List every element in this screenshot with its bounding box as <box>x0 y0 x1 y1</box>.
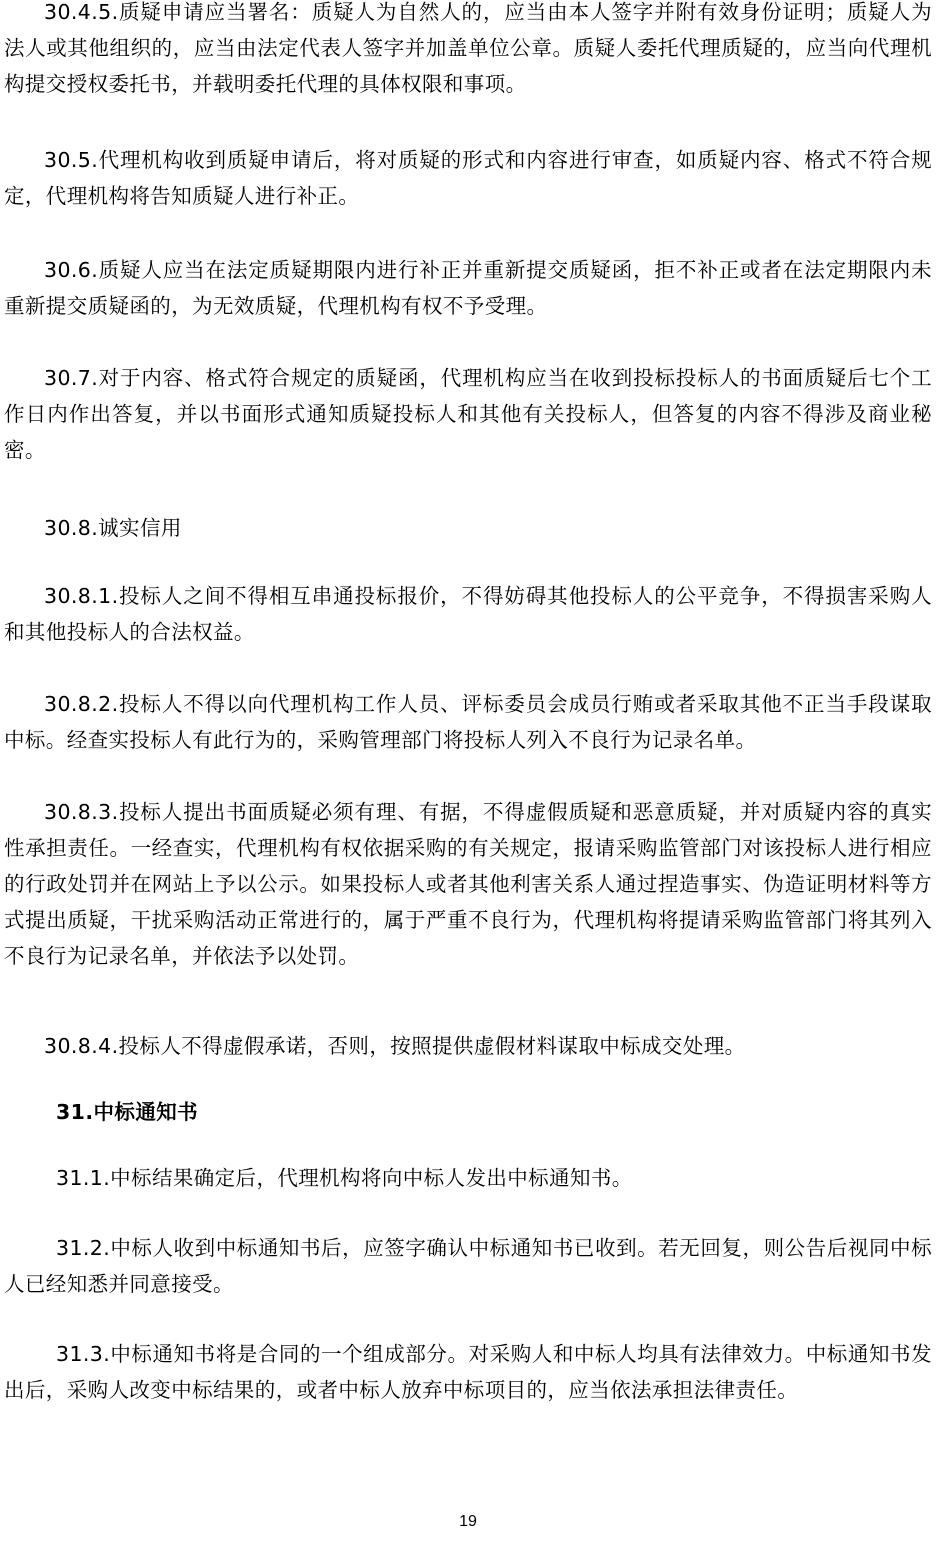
paragraph-30-7 <box>4 360 932 468</box>
paragraph-text: 31.3.中标通知书将是合同的一个组成部分。对采购人和中标人均具有法律效力。中标通知书发出后，采购人改变中标结果的，或者中标人放弃中标项目的，应当依法承担法律责任。 <box>4 1342 932 1402</box>
paragraph-30-8-3 <box>4 794 932 974</box>
page-number: 19 <box>459 1513 477 1530</box>
paragraph-text: 30.7.对于内容、格式符合规定的质疑函，代理机构应当在收到投标投标人的书面质疑后七个工作日内作出答复，并以书面形式通知质疑投标人和其他有关投标人，但答复的内容不得涉及商业秘密。 <box>4 366 932 462</box>
paragraph-31-2 <box>4 1230 932 1302</box>
paragraph-text: 30.6.质疑人应当在法定质疑期限内进行补正并重新提交质疑函，拒不补正或者在法定期限内未重新提交质疑函的，为无效质疑，代理机构有权不予受理。 <box>4 258 932 318</box>
paragraph-30-8-4 <box>4 1028 932 1064</box>
paragraph-31-3 <box>4 1336 932 1408</box>
paragraph-30-6 <box>4 252 932 324</box>
paragraph-text: 30.5.代理机构收到质疑申请后，将对质疑的形式和内容进行审查，如质疑内容、格式不符合规定，代理机构将告知质疑人进行补正。 <box>4 148 932 208</box>
section-heading-31 <box>4 1094 932 1130</box>
paragraph-text: 30.8.4.投标人不得虚假承诺，否则，按照提供虚假材料谋取中标成交处理。 <box>44 1034 746 1058</box>
paragraph-text: 30.8.2.投标人不得以向代理机构工作人员、评标委员会成员行贿或者采取其他不正当手段谋取中标。经查实投标人有此行为的，采购管理部门将投标人列入不良行为记录名单。 <box>4 692 932 752</box>
paragraph-30-8-1 <box>4 578 932 650</box>
section-heading: 31.中标通知书 <box>56 1100 199 1124</box>
paragraph-text: 30.8.3.投标人提出书面质疑必须有理、有据，不得虚假质疑和恶意质疑，并对质疑内容的真实性承担责任。一经查实，代理机构有权依据采购的有关规定，报请采购监管部门对该投标人进行相应的行政处罚并在网站上予以公示。如果投标人或者其他利害关系人通过捏造事实、伪造证明材料等方式提出质疑，干扰采购活动正常进行的，属于严重不良行为，代理机构将提请采购监管部门将其列入不良行为记录名单，并依法予以处罚。 <box>4 800 932 968</box>
paragraph-30-4-5 <box>4 0 932 102</box>
paragraph-text: 31.1.中标结果确定后，代理机构将向中标人发出中标通知书。 <box>56 1166 633 1190</box>
section-heading: 30.8.诚实信用 <box>44 516 182 540</box>
paragraph-text: 30.8.1.投标人之间不得相互串通投标报价，不得妨碍其他投标人的公平竞争，不得损害采购人和其他投标人的合法权益。 <box>4 584 932 644</box>
paragraph-30-8 <box>4 510 932 546</box>
paragraph-text: 31.2.中标人收到中标通知书后，应签字确认中标通知书已收到。若无回复，则公告后视同中标人已经知悉并同意接受。 <box>4 1236 932 1296</box>
paragraph-31-1 <box>4 1160 932 1196</box>
paragraph-30-5 <box>4 142 932 214</box>
paragraph-text: 30.4.5.质疑申请应当署名：质疑人为自然人的，应当由本人签字并附有效身份证明；质疑人为法人或其他组织的，应当由法定代表人签字并加盖单位公章。质疑人委托代理质疑的，应当向代理机构提交授权委托书，并载明委托代理的具体权限和事项。 <box>4 0 932 96</box>
paragraph-30-8-2 <box>4 686 932 758</box>
